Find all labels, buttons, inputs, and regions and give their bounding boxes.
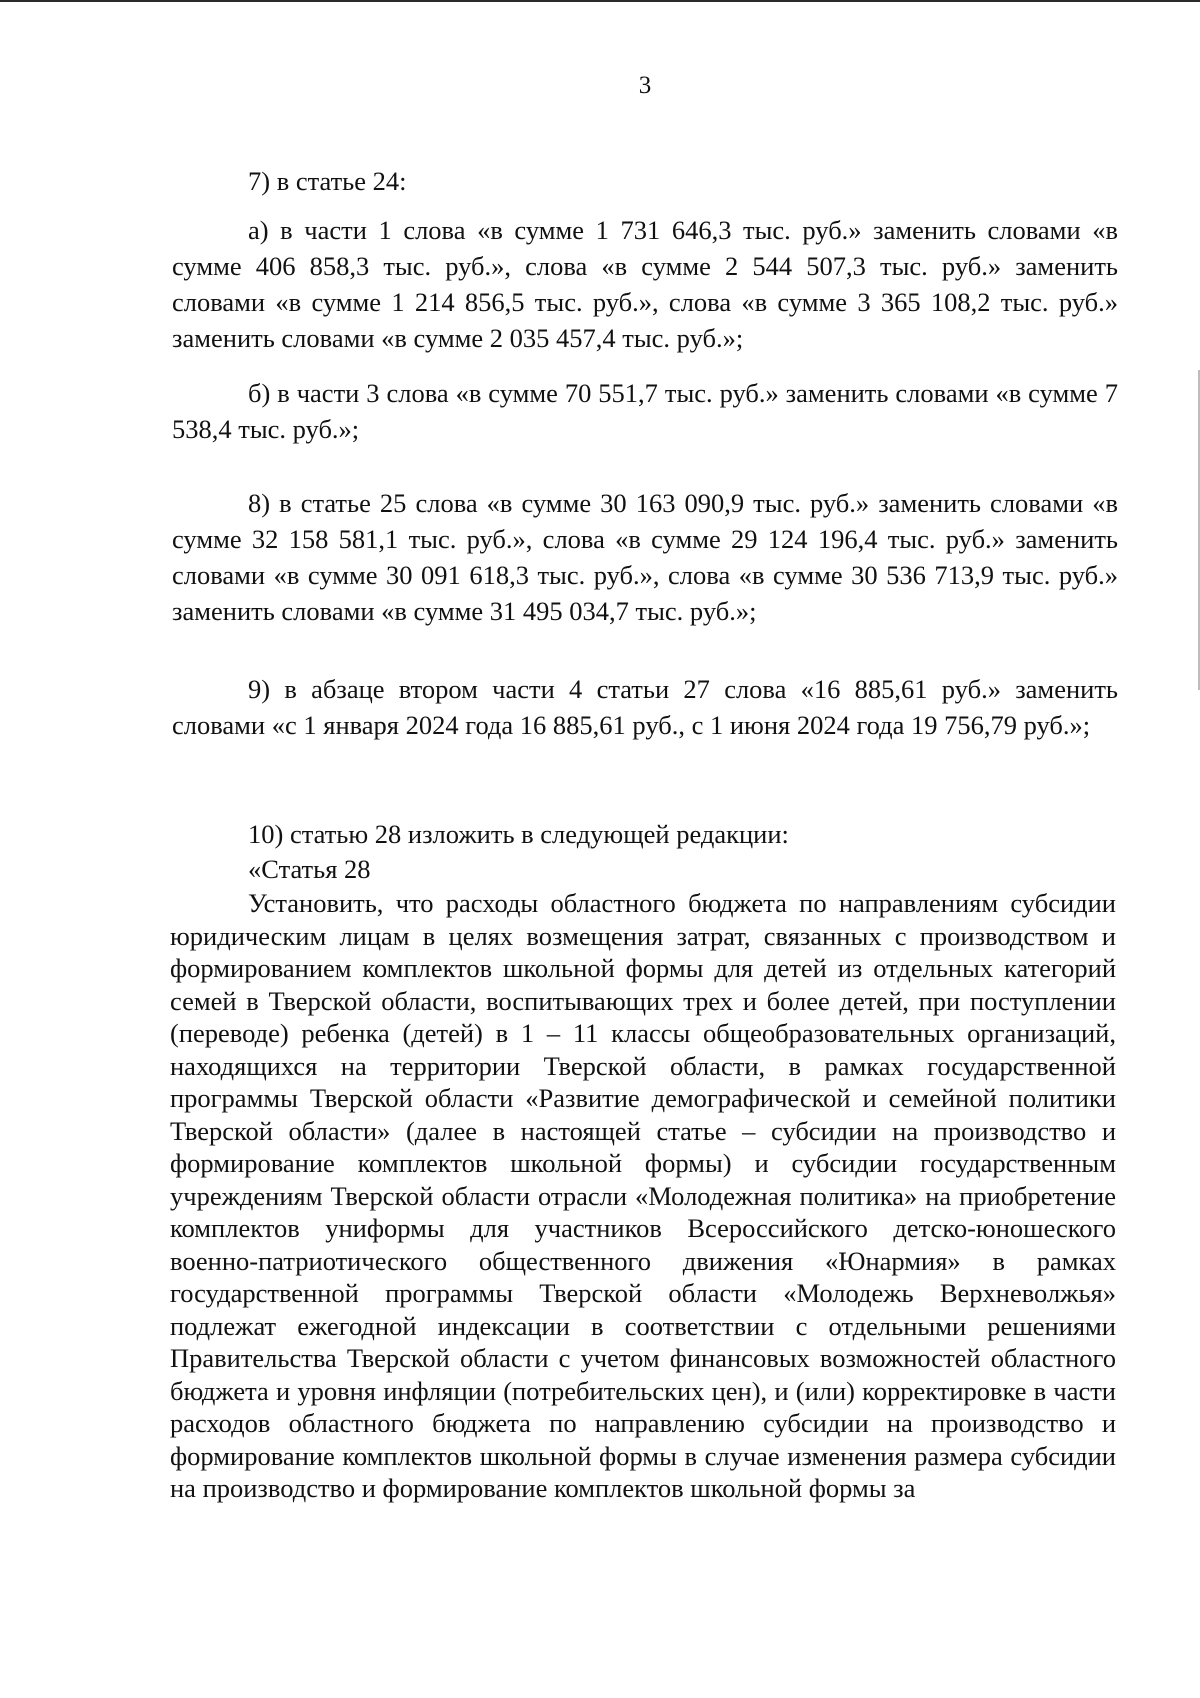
article-28-body: Установить, что расходы областного бюджета по направлениям субсидии юридическим лицам в целях возмещения затрат, связанных с производством и формированием комплектов школьной формы для детей из отдельных категорий семей в Тверской области, воспитывающих трех и более детей, при поступлении (переводе) ребенка (детей) в 1 – 11 классы общеобразовательных организаций, находящихся на территории Тверской области, в рамках государственной программы Тверской области «Развитие демографической и семейной политики Тверской области» (далее в настоящей статье – субсидии на производство и формирование комплектов школьной формы) и субсидии государственным учреждениям Тверской области отрасли «Молодежная политика» на приобретение комплектов униформы для участников Всероссийского детско-юношеского военно-патриотического общественного движения «Юнармия» в рамках государственной программы Тверской области «Молодежь Верхневолжья» подлежат ежегодной индексации в соответствии с отдельными решениями Правительства Тверской области с учетом финансовых возможностей областного бюджета и уровня инфляции (потребительских цен), и (или) корректировке в части расходов областного бюджета по направлению субсидии на производство и формирование комплектов школьной формы в случае изменения размера субсидии на производство и формирование комплектов школьной формы за [170,888,1116,1503]
scan-edge [0,0,1200,2]
item-10-heading: 10) статью 28 изложить в следующей редакции: [248,819,789,849]
page-number: 3 [638,72,652,99]
item-7-heading: 7) в статье 24: [248,166,407,196]
item-7b-paragraph: б) в части 3 слова «в сумме 70 551,7 тыс. руб.» заменить словами «в сумме 7 538,4 тыс. руб.»; [172,378,1118,444]
item-9-paragraph: 9) в абзаце втором части 4 статьи 27 слова «16 885,61 руб.» заменить словами «с 1 января 2024 года 16 885,61 руб., с 1 июня 2024 года 19 756,79 руб.»; [172,674,1118,740]
item-8-paragraph: 8) в статье 25 слова «в сумме 30 163 090,9 тыс. руб.» заменить словами «в сумме 32 158 581,1 тыс. руб.», слова «в сумме 29 124 196,4 тыс. руб.» заменить словами «в сумме 30 091 618,3 тыс. руб.», слова «в сумме 30 536 713,9 тыс. руб.» заменить словами «в сумме 31 495 034,7 тыс. руб.»; [172,488,1118,626]
article-28-title: «Статья 28 [248,854,371,884]
item-7a-paragraph: а) в части 1 слова «в сумме 1 731 646,3 тыс. руб.» заменить словами «в сумме 406 858,3 тыс. руб.», слова «в сумме 2 544 507,3 тыс. руб.» заменить словами «в сумме 1 214 856,5 тыс. руб.», слова «в сумме 3 365 108,2 тыс. руб.» заменить словами «в сумме 2 035 457,4 тыс. руб.»; [172,215,1118,353]
